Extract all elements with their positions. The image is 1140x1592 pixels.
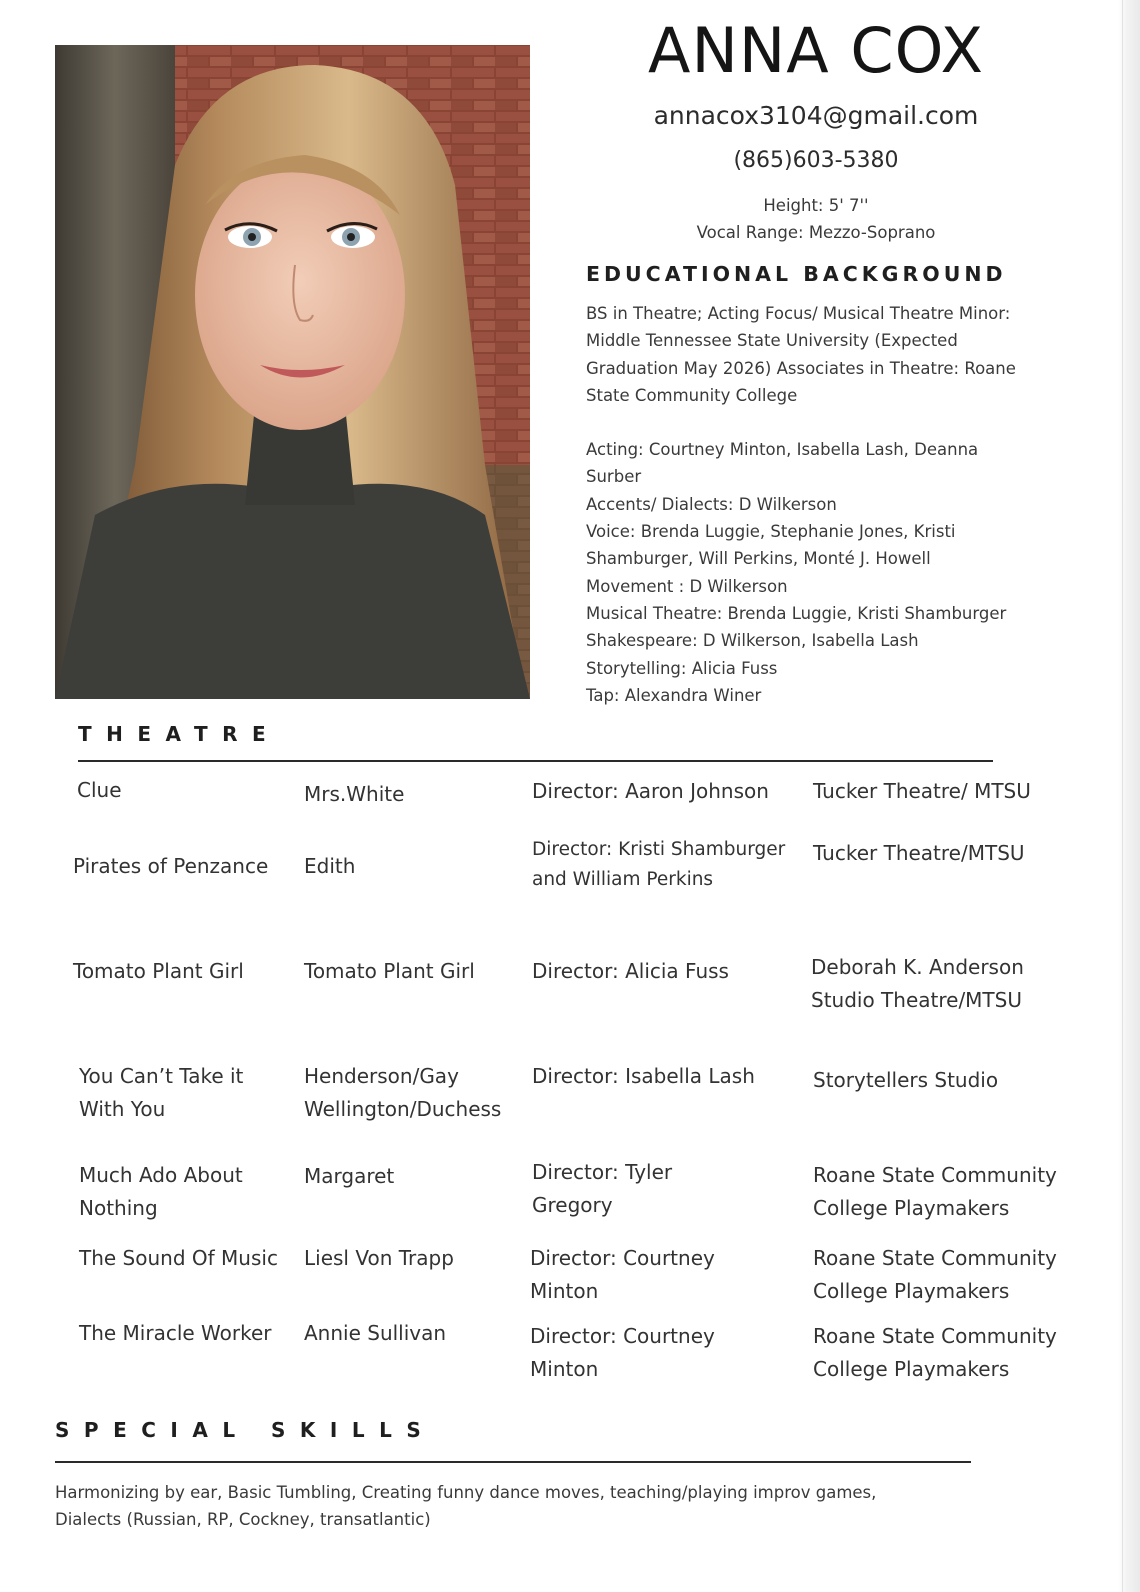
- director-credit-line: Director: Kristi Shamburger: [532, 839, 786, 860]
- paragraph-gap: [586, 409, 1046, 436]
- venue-name-line: Roane State Community: [813, 1163, 1057, 1187]
- role-name: [304, 1160, 394, 1193]
- venue-name-line: College Playmakers: [813, 1279, 1010, 1303]
- headshot-photo: [55, 45, 530, 699]
- director-credit-line: Director: Courtney: [530, 1246, 715, 1270]
- role-name: [304, 955, 475, 988]
- director-credit: [530, 1320, 715, 1386]
- email-address: annacox3104@gmail.com: [653, 101, 979, 130]
- skills-line: Harmonizing by ear, Basic Tumbling, Creating funny dance moves, teaching/playing improv games,: [55, 1483, 877, 1502]
- theatre-section-title: THEATRE: [78, 722, 281, 746]
- director-credit-line: Minton: [530, 1357, 599, 1381]
- degree-line: State Community College: [586, 385, 798, 405]
- role-name: [304, 1060, 501, 1126]
- venue-name-line: Roane State Community: [813, 1246, 1057, 1270]
- training-line: Tap: Alexandra Winer: [586, 685, 762, 705]
- role-name-line: Edith: [304, 854, 356, 878]
- theatre-divider: [78, 760, 993, 762]
- venue-name: [813, 1159, 1057, 1225]
- role-name-line: Margaret: [304, 1164, 395, 1188]
- director-credit-line: Director: Tyler: [532, 1160, 673, 1184]
- show-title: [79, 1060, 243, 1126]
- training-line: Accents/ Dialects: D Wilkerson: [586, 494, 837, 514]
- skills-body: [55, 1479, 955, 1534]
- degree-line: Graduation May 2026) Associates in Theatre: Roane: [586, 358, 1016, 378]
- show-title: [73, 955, 244, 988]
- venue-name-line: Studio Theatre/MTSU: [811, 988, 1022, 1012]
- show-title-line: With You: [79, 1097, 166, 1121]
- director-credit: [532, 835, 785, 895]
- degree-line: BS in Theatre; Acting Focus/ Musical Theatre Minor:: [586, 304, 1011, 323]
- height-info: Height: 5' 7'': [763, 196, 869, 215]
- show-title: [79, 1159, 243, 1225]
- show-title-line: Pirates of Penzance: [73, 854, 269, 878]
- training-line: Movement : D Wilkerson: [586, 576, 788, 596]
- venue-name-line: Tucker Theatre/ MTSU: [813, 779, 1031, 803]
- vocal-range-info: Vocal Range: Mezzo-Soprano: [696, 223, 936, 242]
- show-title-line: The Sound Of Music: [79, 1246, 278, 1270]
- training-line: Surber: [586, 467, 642, 487]
- director-credit: [532, 1156, 672, 1222]
- page-edge-shadow: [1118, 0, 1140, 1592]
- education-body: [586, 300, 1046, 709]
- show-title-line: The Miracle Worker: [79, 1321, 272, 1345]
- role-name: [304, 850, 355, 883]
- director-credit-line: Director: Alicia Fuss: [532, 959, 729, 983]
- headshot-illustration: [55, 45, 530, 699]
- venue-name-line: Deborah K. Anderson: [811, 955, 1024, 979]
- director-credit: [532, 1060, 755, 1093]
- venue-name-line: Roane State Community: [813, 1324, 1057, 1348]
- role-name: [304, 778, 404, 811]
- training-line: Voice: Brenda Luggie, Stephanie Jones, Kristi: [586, 522, 956, 542]
- skills-section-title: SPECIAL SKILLS: [55, 1418, 436, 1442]
- show-title-line: Nothing: [79, 1196, 158, 1220]
- show-title: [73, 850, 268, 883]
- director-credit: [532, 775, 769, 808]
- role-name: [304, 1242, 454, 1275]
- role-name: [304, 1317, 446, 1350]
- venue-name: [813, 1242, 1057, 1308]
- director-credit-line: Director: Isabella Lash: [532, 1064, 755, 1088]
- candidate-name: ANNA COX: [648, 14, 984, 87]
- show-title-line: Clue: [77, 778, 122, 802]
- training-line: Storytelling: Alicia Fuss: [586, 658, 778, 678]
- training-line: Shamburger, Will Perkins, Monté J. Howell: [586, 549, 931, 569]
- venue-name-line: College Playmakers: [813, 1357, 1010, 1381]
- director-credit: [530, 1242, 715, 1308]
- role-name-line: Henderson/Gay: [304, 1064, 459, 1088]
- role-name-line: Wellington/Duchess: [304, 1097, 502, 1121]
- director-credit-line: Gregory: [532, 1193, 613, 1217]
- training-line: Musical Theatre: Brenda Luggie, Kristi Shamburger: [586, 603, 1007, 623]
- degree-line: Middle Tennessee State University (Expected: [586, 331, 958, 351]
- venue-name: [811, 951, 1024, 1017]
- show-title-line: Much Ado About: [79, 1163, 243, 1187]
- phone-number: (865)603-5380: [733, 148, 899, 173]
- role-name-line: Annie Sullivan: [304, 1321, 447, 1345]
- show-title: [79, 1242, 278, 1275]
- role-name-line: Liesl Von Trapp: [304, 1246, 454, 1270]
- show-title-line: Tomato Plant Girl: [73, 959, 244, 983]
- venue-name: [813, 775, 1031, 808]
- venue-name-line: Tucker Theatre/MTSU: [813, 841, 1025, 865]
- director-credit: [532, 955, 729, 988]
- venue-name: [813, 837, 1025, 870]
- training-line: Acting: Courtney Minton, Isabella Lash, Deanna: [586, 440, 979, 460]
- skills-divider: [55, 1461, 971, 1463]
- venue-name: [813, 1320, 1057, 1386]
- education-section-title: EDUCATIONAL BACKGROUND: [586, 262, 1007, 286]
- skills-line: Dialects (Russian, RP, Cockney, transatlantic): [55, 1510, 431, 1530]
- show-title: [77, 774, 122, 807]
- director-credit-line: Minton: [530, 1279, 599, 1303]
- role-name-line: Tomato Plant Girl: [304, 959, 475, 983]
- director-credit-line: Director: Aaron Johnson: [532, 779, 769, 803]
- role-name-line: Mrs.White: [304, 782, 405, 806]
- training-line: Shakespeare: D Wilkerson, Isabella Lash: [586, 631, 919, 651]
- venue-name: [813, 1064, 998, 1097]
- show-title: [79, 1317, 272, 1350]
- director-credit-line: and William Perkins: [532, 869, 714, 890]
- director-credit-line: Director: Courtney: [530, 1324, 715, 1348]
- show-title-line: You Can’t Take it: [79, 1064, 244, 1088]
- venue-name-line: College Playmakers: [813, 1196, 1010, 1220]
- venue-name-line: Storytellers Studio: [813, 1068, 999, 1092]
